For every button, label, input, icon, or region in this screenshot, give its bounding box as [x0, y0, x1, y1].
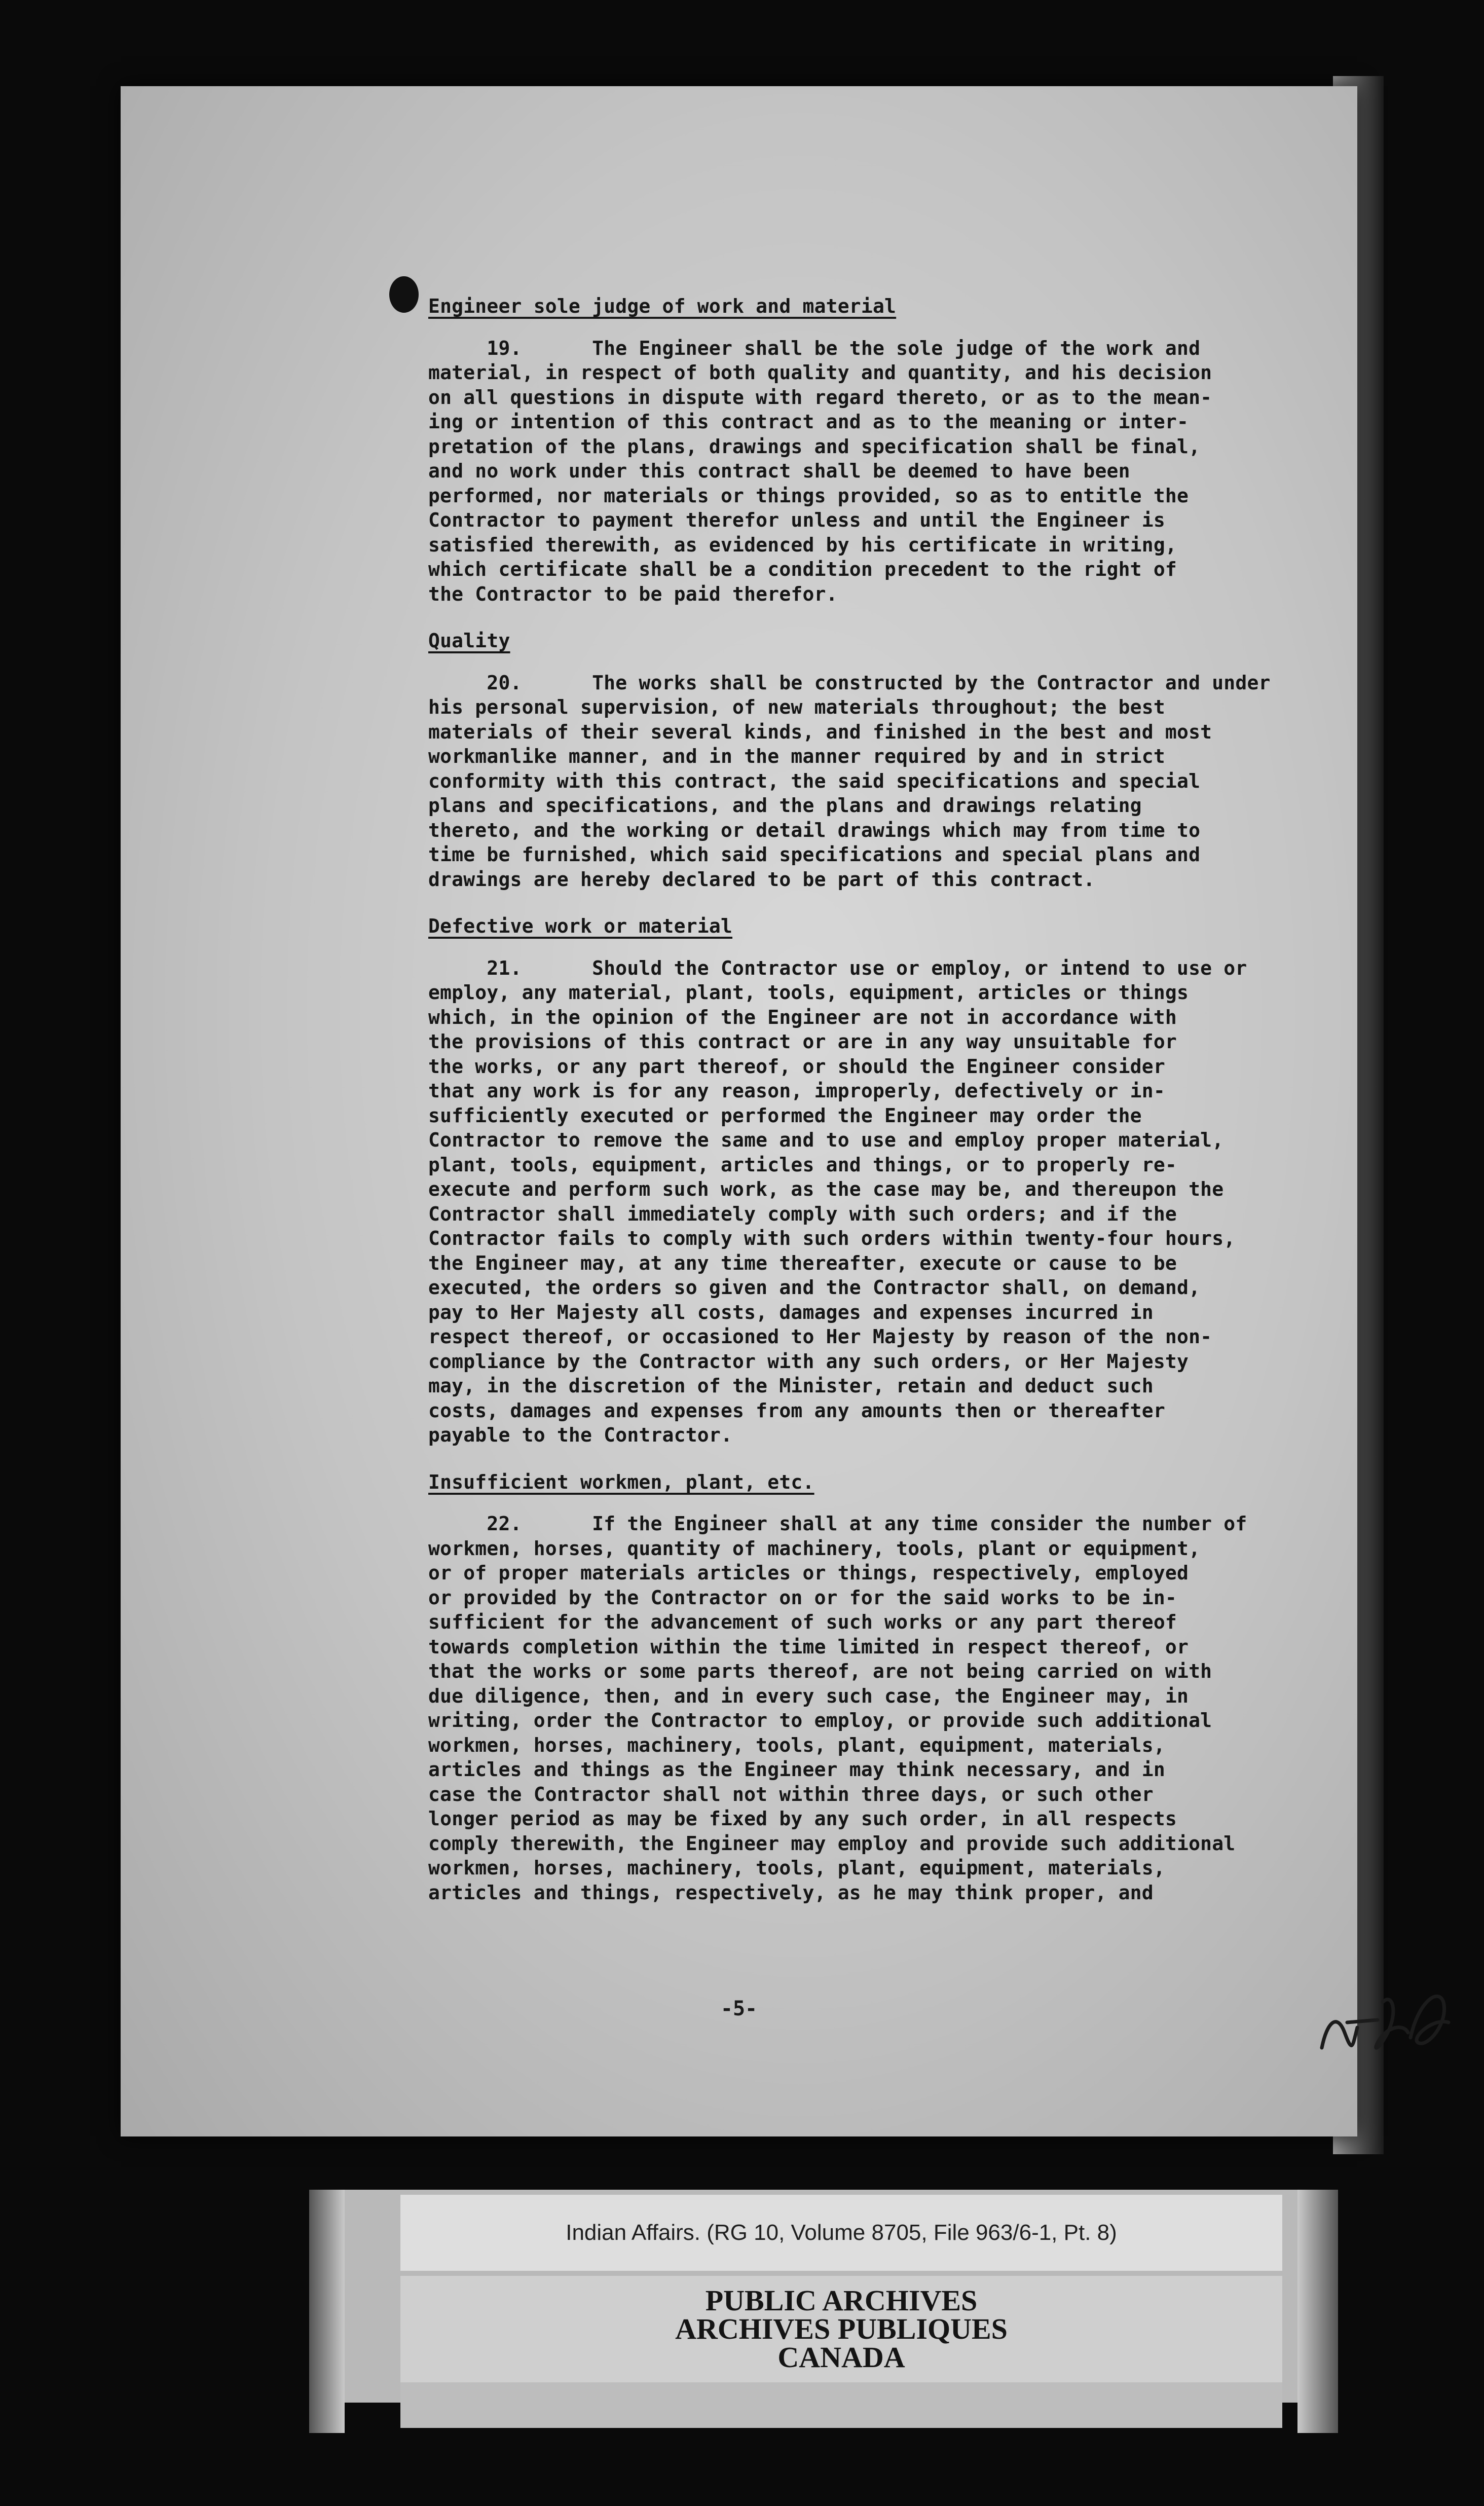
text-line: 22. If the Engineer shall at any time consider the number of [428, 1513, 1247, 1535]
page-number: -5- [720, 1997, 758, 2020]
text-line: Contractor to remove the same and to use and employ proper material, [428, 1129, 1224, 1151]
section-body [428, 1512, 1310, 1905]
handwritten-initials-icon [1317, 1972, 1459, 2068]
text-line: plant, tools, equipment, articles and things, or to properly re- [428, 1153, 1177, 1176]
text-line: materials of their several kinds, and finished in the best and most [428, 720, 1212, 743]
section-20 [428, 629, 1310, 892]
text-line: employ, any material, plant, tools, equipment, articles or things [428, 981, 1189, 1004]
section-heading: Quality [428, 630, 510, 652]
text-line: workmen, horses, quantity of machinery, tools, plant or equipment, [428, 1537, 1201, 1560]
text-line: workmanlike manner, and in the manner required by and in strict [428, 745, 1165, 767]
text-line: articles and things, respectively, as he may think proper, and [428, 1881, 1154, 1904]
text-line: execute and perform such work, as the case may be, and thereupon the [428, 1178, 1224, 1200]
text-line: performed, nor materials or things provided, so as to entitle the [428, 484, 1189, 507]
section-21 [428, 914, 1310, 1448]
text-line: which certificate shall be a condition precedent to the right of [428, 558, 1177, 580]
text-line: pay to Her Majesty all costs, damages and expenses incurred in [428, 1301, 1154, 1323]
text-line: 21. Should the Contractor use or employ, or intend to use or [428, 956, 1247, 979]
text-line: writing, order the Contractor to employ, or provide such additional [428, 1709, 1212, 1731]
archive-frame-right [1297, 2190, 1338, 2433]
section-19 [428, 294, 1310, 606]
text-line: thereto, and the working or detail drawings which may from time to [428, 819, 1201, 841]
section-body [428, 671, 1310, 892]
text-line: on all questions in dispute with regard thereto, or as to the mean- [428, 386, 1212, 409]
archive-stamp [400, 2276, 1282, 2382]
text-line: articles and things as the Engineer may think necessary, and in [428, 1758, 1165, 1781]
text-line: material, in respect of both quality and quantity, and his decision [428, 361, 1212, 384]
text-line: workmen, horses, machinery, tools, plant, equipment, materials, [428, 1857, 1165, 1879]
text-line: Contractor shall immediately comply with such orders; and if the [428, 1202, 1177, 1225]
section-body [428, 956, 1310, 1448]
text-line: towards completion within the time limited in respect thereof, or [428, 1635, 1189, 1658]
text-line: may, in the discretion of the Minister, retain and deduct such [428, 1375, 1154, 1397]
text-line: that the works or some parts thereof, are not being carried on with [428, 1660, 1212, 1682]
text-line: the Engineer may, at any time thereafter, execute or cause to be [428, 1251, 1177, 1274]
text-line: the works, or any part thereof, or should the Engineer consider [428, 1055, 1165, 1078]
section-22 [428, 1470, 1310, 1905]
section-heading: Defective work or material [428, 915, 733, 937]
text-line: the provisions of this contract or are in any way unsuitable for [428, 1030, 1177, 1053]
text-line: Contractor fails to comply with such orders within twenty-four hours, [428, 1227, 1236, 1249]
text-line: drawings are hereby declared to be part of this contract. [428, 868, 1095, 891]
text-line: conformity with this contract, the said specifications and special [428, 769, 1201, 792]
stamp-line: CANADA [777, 2341, 905, 2374]
text-line: sufficient for the advancement of such works or any part thereof [428, 1611, 1177, 1633]
text-line: the Contractor to be paid therefor. [428, 582, 838, 605]
text-line: payable to the Contractor. [428, 1424, 733, 1446]
text-line: or provided by the Contractor on or for the said works to be in- [428, 1586, 1177, 1609]
archive-reference [400, 2195, 1282, 2271]
text-line: which, in the opinion of the Engineer are not in accordance with [428, 1006, 1177, 1028]
text-line: that any work is for any reason, improperly, defectively or in- [428, 1080, 1165, 1102]
text-line: satisfied therewith, as evidenced by his certificate in writing, [428, 533, 1177, 556]
contract-text [428, 294, 1310, 1927]
text-line: compliance by the Contractor with any such orders, or Her Majesty [428, 1350, 1189, 1373]
stamp-line: ARCHIVES PUBLIQUES [675, 2312, 1008, 2345]
punch-hole-icon [389, 276, 419, 313]
text-line: workmen, horses, machinery, tools, plant, equipment, materials, [428, 1734, 1165, 1756]
text-line: sufficiently executed or performed the Engineer may order the [428, 1104, 1142, 1127]
archive-label-base [400, 2382, 1282, 2428]
text-line: executed, the orders so given and the Contractor shall, on demand, [428, 1276, 1201, 1299]
section-body [428, 336, 1310, 607]
text-line: costs, damages and expenses from any amounts then or thereafter [428, 1399, 1165, 1422]
text-line: and no work under this contract shall be deemed to have been [428, 460, 1130, 482]
text-line: 19. The Engineer shall be the sole judge of the work and [428, 337, 1201, 359]
text-line: Contractor to payment therefor unless and until the Engineer is [428, 509, 1165, 531]
text-line: or of proper materials articles or things, respectively, employed [428, 1562, 1189, 1584]
section-heading: Insufficient workmen, plant, etc. [428, 1470, 814, 1493]
text-line: 20. The works shall be constructed by the Contractor and under [428, 671, 1271, 694]
text-line: pretation of the plans, drawings and specification shall be final, [428, 435, 1201, 458]
text-line: respect thereof, or occasioned to Her Majesty by reason of the non- [428, 1325, 1212, 1348]
archive-frame-left [309, 2190, 345, 2433]
text-line: time be furnished, which said specifications and special plans and [428, 843, 1201, 866]
section-heading: Engineer sole judge of work and material [428, 295, 897, 317]
text-line: comply therewith, the Engineer may employ and provide such additional [428, 1832, 1236, 1855]
archive-reference-text: Indian Affairs. (RG 10, Volume 8705, File 963/6-1, Pt. 8) [566, 2220, 1117, 2245]
text-line: longer period as may be fixed by any such order, in all respects [428, 1808, 1177, 1830]
text-line: his personal supervision, of new materials throughout; the best [428, 696, 1165, 718]
stamp-line: PUBLIC ARCHIVES [705, 2284, 978, 2317]
text-line: due diligence, then, and in every such case, the Engineer may, in [428, 1684, 1189, 1707]
text-line: case the Contractor shall not within three days, or such other [428, 1783, 1154, 1805]
text-line: ing or intention of this contract and as to the meaning or inter- [428, 411, 1189, 433]
text-line: plans and specifications, and the plans and drawings relating [428, 794, 1142, 817]
